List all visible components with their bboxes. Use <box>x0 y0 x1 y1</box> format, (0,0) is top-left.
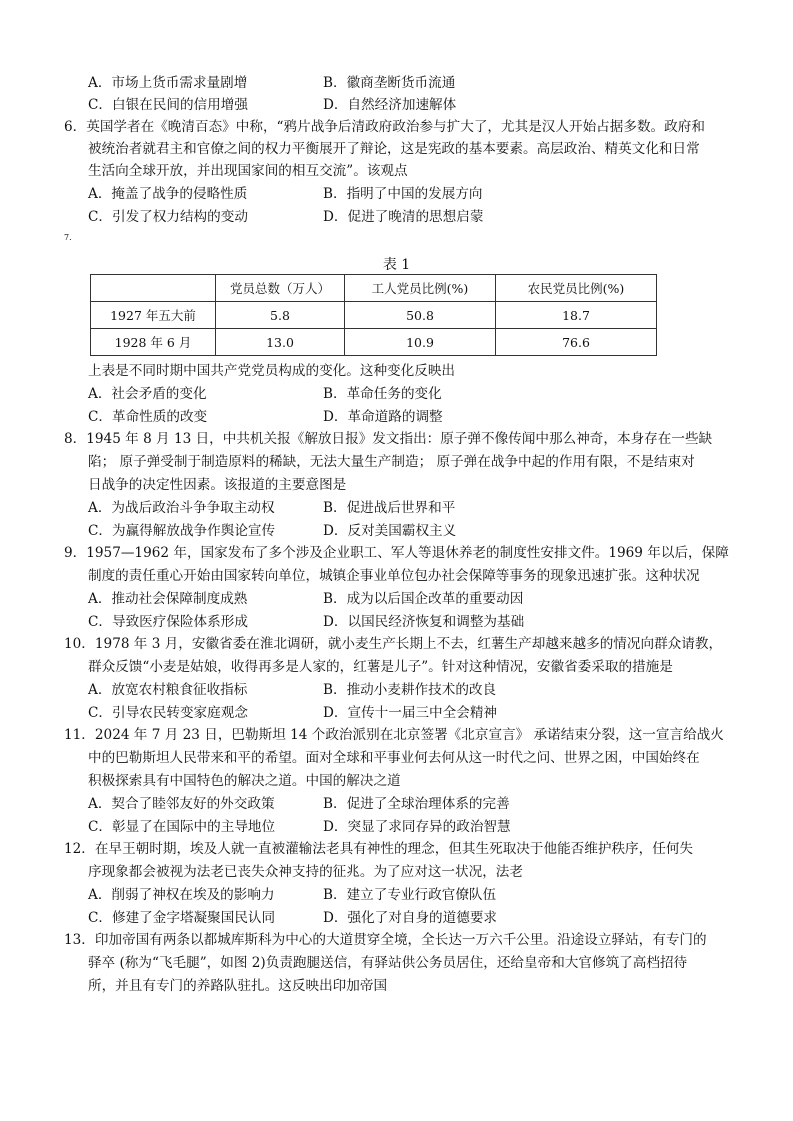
table-cell: 50.8 <box>345 302 496 329</box>
q6-line-1: 6．英国学者在《晚清百态》中称，“鸦片战争后清政府政治参与扩大了，尤其是汉人开始占据多数。政府和 <box>64 119 705 135</box>
prev-option-c: C．白银在民间的信用增强 <box>88 97 248 113</box>
prev-option-b: B．徽商垄断货币流通 <box>323 75 456 91</box>
q7-option-c: C．革命性质的改变 <box>88 409 208 425</box>
q9-line-2: 制度的责任重心开始由国家转向单位，城镇企事业单位包办社会保障等事务的现象迅速扩张。这种状况 <box>88 568 700 584</box>
table-header-cell: 农民党员比例(%) <box>496 275 657 302</box>
q9-option-b: B．成为以后国企改革的重要动因 <box>323 591 524 607</box>
table-header-cell <box>91 275 216 302</box>
q11-option-b: B．促进了全球治理体系的完善 <box>323 796 510 812</box>
table-caption: 表 1 <box>382 257 411 273</box>
q9-line-1: 9．1957—1962 年，国家发布了多个涉及企业职工、军人等退休养老的制度性安排文件。1969 年以后，保障 <box>64 545 729 561</box>
q6-line-2: 被统治者就君主和官僚之间的权力平衡展开了辩论，这是宪政的基本要素。高层政治、精英文化和日常 <box>88 141 700 157</box>
q12-option-d: D．强化了对自身的道德要求 <box>323 910 498 926</box>
q7-number: 7. <box>64 233 72 242</box>
q12-line-2: 序现象都会被视为法老已丧失众神支持的征兆。为了应对这一状况，法老 <box>88 864 523 880</box>
table-row <box>91 302 657 329</box>
q6-option-a: A．掩盖了战争的侵略性质 <box>88 186 248 202</box>
q6-option-b: B．指明了中国的发展方向 <box>323 186 483 202</box>
table-header-cell: 工人党员比例(%) <box>345 275 496 302</box>
q8-line-2: 陷； 原子弹受制于制造原料的稀缺，无法大量生产制造； 原子弹在战争中起的作用有限，不是结束对 <box>88 454 695 470</box>
q11-line-1: 11．2024 年 7 月 23 日，巴勒斯坦 14 个政治派别在北京签署《北京宣言》 承诺结束分裂，这一宣言给战火 <box>64 727 724 743</box>
table-cell: 5.8 <box>216 302 345 329</box>
table-header-row <box>91 275 657 302</box>
q8-line-3: 日战争的决定性因素。该报道的主要意图是 <box>88 477 347 493</box>
q12-option-a: A．削弱了神权在埃及的影响力 <box>88 887 275 903</box>
q7-option-d: D．革命道路的调整 <box>323 409 443 425</box>
q7-line-1: 上表是不同时期中国共产党党员构成的变化。这种变化反映出 <box>88 363 456 379</box>
q8-option-d: D．反对美国霸权主义 <box>323 523 457 539</box>
q10-option-b: B．推动小麦耕作技术的改良 <box>323 682 497 698</box>
q13-line-1: 13．印加帝国有两条以都城库斯科为中心的大道贯穿全境，全长达一万六千公里。沿途设立驿站，有专门的 <box>64 932 707 948</box>
q6-option-d: D．促进了晚清的思想启蒙 <box>323 209 484 225</box>
prev-option-a: A．市场上货币需求量剧增 <box>88 75 248 91</box>
q11-option-d: D．突显了求同存异的政治智慧 <box>323 819 511 835</box>
q10-line-1: 10．1978 年 3 月，安徽省委在淮北调研，就小麦生产长期上不去，红薯生产却越来越多的情况向群众请教， <box>64 636 723 652</box>
q9-option-d: D．以国民经济恢复和调整为基础 <box>323 614 525 630</box>
party-member-table <box>90 274 657 356</box>
q12-option-c: C．修建了金字塔凝聚国民认同 <box>88 910 276 926</box>
prev-option-d: D．自然经济加速解体 <box>323 97 457 113</box>
table-cell: 76.6 <box>496 329 657 356</box>
q10-line-2: 群众反馈“小麦是姑娘，收得再多是人家的，红薯是儿子”。针对这种情况，安徽省委采取的措施是 <box>88 659 673 675</box>
q11-option-c: C．彰显了在国际中的主导地位 <box>88 819 276 835</box>
q8-option-a: A．为战后政治斗争争取主动权 <box>88 500 275 516</box>
q12-option-b: B．建立了专业行政官僚队伍 <box>323 887 497 903</box>
q9-option-a: A．推动社会保障制度成熟 <box>88 591 248 607</box>
table-cell: 18.7 <box>496 302 657 329</box>
q11-line-3: 积极探索具有中国特色的解决之道。中国的解决之道 <box>88 773 401 789</box>
q10-option-d: D．宣传十一届三中全会精神 <box>323 705 498 721</box>
q13-line-3: 所，并且有专门的养路队驻扎。这反映出印加帝国 <box>88 978 388 994</box>
q9-option-c: C．导致医疗保险体系形成 <box>88 614 248 630</box>
q8-line-1: 8．1945 年 8 月 13 日，中共机关报《解放日报》发文指出：原子弹不像传闻中那么神奇，本身存在一些缺 <box>64 431 713 447</box>
q8-option-c: C．为赢得解放战争作舆论宣传 <box>88 523 276 539</box>
q10-option-a: A．放宽农村粮食征收指标 <box>88 682 248 698</box>
q8-option-b: B．促进战后世界和平 <box>323 500 456 516</box>
table-cell: 13.0 <box>216 329 345 356</box>
table-cell: 10.9 <box>345 329 496 356</box>
q12-line-1: 12．在早王朝时期，埃及人就一直被灌输法老具有神性的理念，但其生死取决于他能否维护秩序，任何失 <box>64 841 694 857</box>
table-cell: 1928 年 6 月 <box>91 329 216 356</box>
q7-option-a: A．社会矛盾的变化 <box>88 386 207 402</box>
q10-option-c: C．引导农民转变家庭观念 <box>88 705 248 721</box>
q7-option-b: B．革命任务的变化 <box>323 386 442 402</box>
q6-option-c: C．引发了权力结构的变动 <box>88 209 248 225</box>
q11-line-2: 中的巴勒斯坦人民带来和平的希望。面对全球和平事业何去何从这一时代之问、世界之困，中国始终在 <box>88 750 700 766</box>
table-row <box>91 329 657 356</box>
q6-line-3: 生活向全球开放，并出现国家间的相互交流”。该观点 <box>88 163 408 179</box>
q13-line-2: 驿卒 (称为“飞毛腿”，如图 2)负责跑腿送信，有驿站供公务员居住，还给皇帝和大官修筑了高档招待 <box>88 955 688 971</box>
q11-option-a: A．契合了睦邻友好的外交政策 <box>88 796 275 812</box>
table-header-cell: 党员总数（万人） <box>216 275 345 302</box>
table-cell: 1927 年五大前 <box>91 302 216 329</box>
